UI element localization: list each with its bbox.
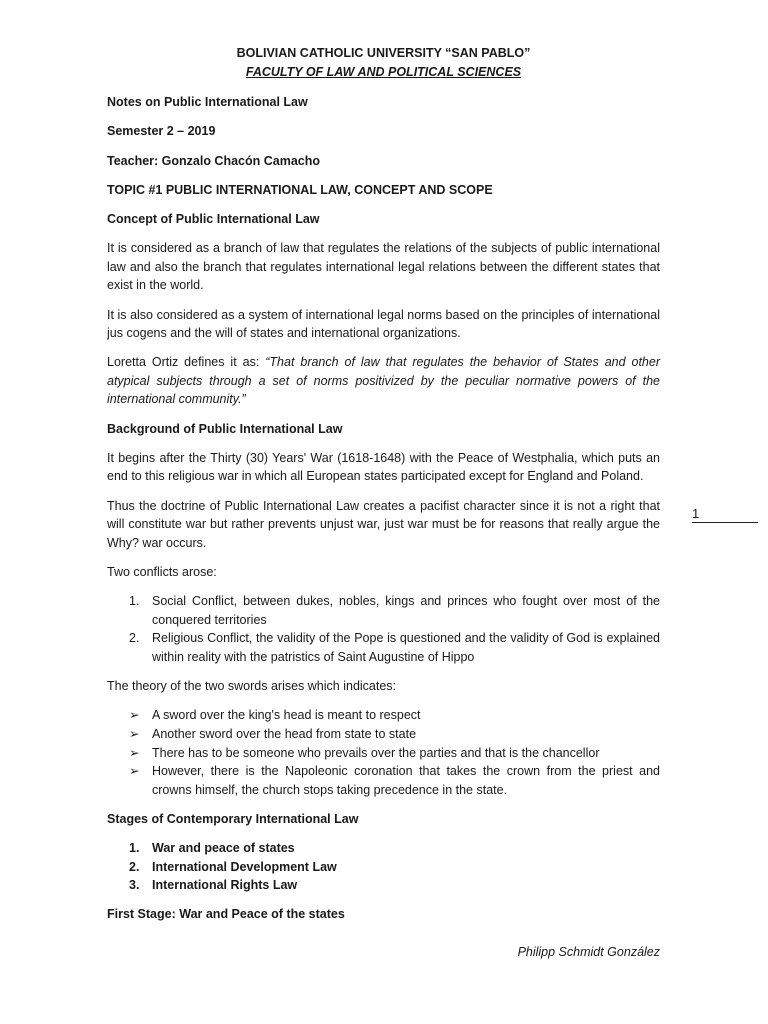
list-item-text: Another sword over the head from state to state [152, 726, 417, 741]
notes-title: Notes on Public International Law [107, 95, 308, 110]
list-item [107, 592, 660, 629]
list-item-text: International Development Law [152, 859, 337, 874]
topic-heading: TOPIC #1 PUBLIC INTERNATIONAL LAW, CONCEPT AND SCOPE [107, 182, 493, 197]
arrow-bullet-icon: ➢ [129, 745, 140, 760]
swords-list [107, 706, 660, 799]
list-item-text: Social Conflict, between dukes, nobles, kings and princes who fought over most of the conquered territories [152, 594, 660, 627]
arrow-bullet-icon: ➢ [129, 726, 140, 741]
list-item [107, 839, 660, 858]
concept-paragraph-1: It is considered as a branch of law that regulates the relations of the subjects of public international law and also the branch that regulates international legal relations between the different states that exist in the world. [107, 241, 660, 293]
semester-line: Semester 2 – 2019 [107, 124, 216, 139]
background-paragraph-2: Thus the doctrine of Public International Law creates a pacifist character since it is not a right that will constitute war but rather prevents unjust war, just war must be for reasons that really argue the Why? war occurs. [107, 498, 660, 550]
stages-list [107, 839, 660, 895]
list-item-text: War and peace of states [152, 841, 295, 856]
document-page [107, 44, 660, 935]
background-heading: Background of Public International Law [107, 421, 343, 436]
list-item [107, 744, 660, 763]
list-item [107, 858, 660, 877]
list-item-text: A sword over the king's head is meant to respect [152, 708, 421, 723]
list-item [107, 629, 660, 666]
list-item-text: International Rights Law [152, 878, 298, 893]
conflicts-intro: Two conflicts arose: [107, 565, 217, 579]
conflicts-list [107, 592, 660, 666]
arrow-bullet-icon: ➢ [129, 708, 140, 723]
list-marker: 2. [129, 631, 140, 646]
page-number-rule [692, 522, 758, 523]
university-title: BOLIVIAN CATHOLIC UNIVERSITY “SAN PABLO” [236, 46, 531, 60]
list-marker: 2. [129, 859, 140, 874]
list-item [107, 876, 660, 895]
list-item-text: Religious Conflict, the validity of the Pope is questioned and the validity of God is explained within reality with the patristics of Saint Augustine of Hippo [152, 631, 660, 664]
list-item [107, 762, 660, 799]
list-marker: 1. [129, 841, 140, 856]
concept-paragraph-3 [107, 353, 660, 409]
first-stage-heading: First Stage: War and Peace of the states [107, 907, 345, 922]
list-item [107, 725, 660, 744]
concept-heading: Concept of Public International Law [107, 211, 320, 226]
footer-author: Philipp Schmidt González [517, 945, 660, 959]
faculty-title: FACULTY OF LAW AND POLITICAL SCIENCES [245, 64, 522, 79]
list-marker: 3. [129, 878, 140, 893]
background-paragraph-1: It begins after the Thirty (30) Years' War (1618-1648) with the Peace of Westphalia, which puts an end to this religious war in which all European states participated except for England and Poland. [107, 450, 660, 484]
arrow-bullet-icon: ➢ [129, 764, 140, 779]
ortiz-quote: “That branch of law that regulates the behavior of States and other atypical subjects through a set of norms positivized by the peculiar normative powers of the international community.” [107, 355, 660, 407]
concept-paragraph-2: It is also considered as a system of international legal norms based on the principles of international jus cogens and the will of states and international organizations. [107, 307, 660, 341]
quote-lead: Loretta Ortiz defines it as: [107, 355, 266, 370]
teacher-line: Teacher: Gonzalo Chacón Camacho [107, 153, 321, 168]
list-item-text: However, there is the Napoleonic coronation that takes the crown from the priest and crowns himself, the church stops taking precedence in the state. [152, 764, 660, 797]
list-marker: 1. [129, 594, 140, 609]
page-number: 1 [692, 506, 700, 521]
list-item-text: There has to be someone who prevails over the parties and that is the chancellor [152, 745, 600, 760]
swords-intro: The theory of the two swords arises which indicates: [107, 679, 397, 694]
list-item [107, 706, 660, 725]
stages-heading: Stages of Contemporary International Law [107, 811, 359, 826]
